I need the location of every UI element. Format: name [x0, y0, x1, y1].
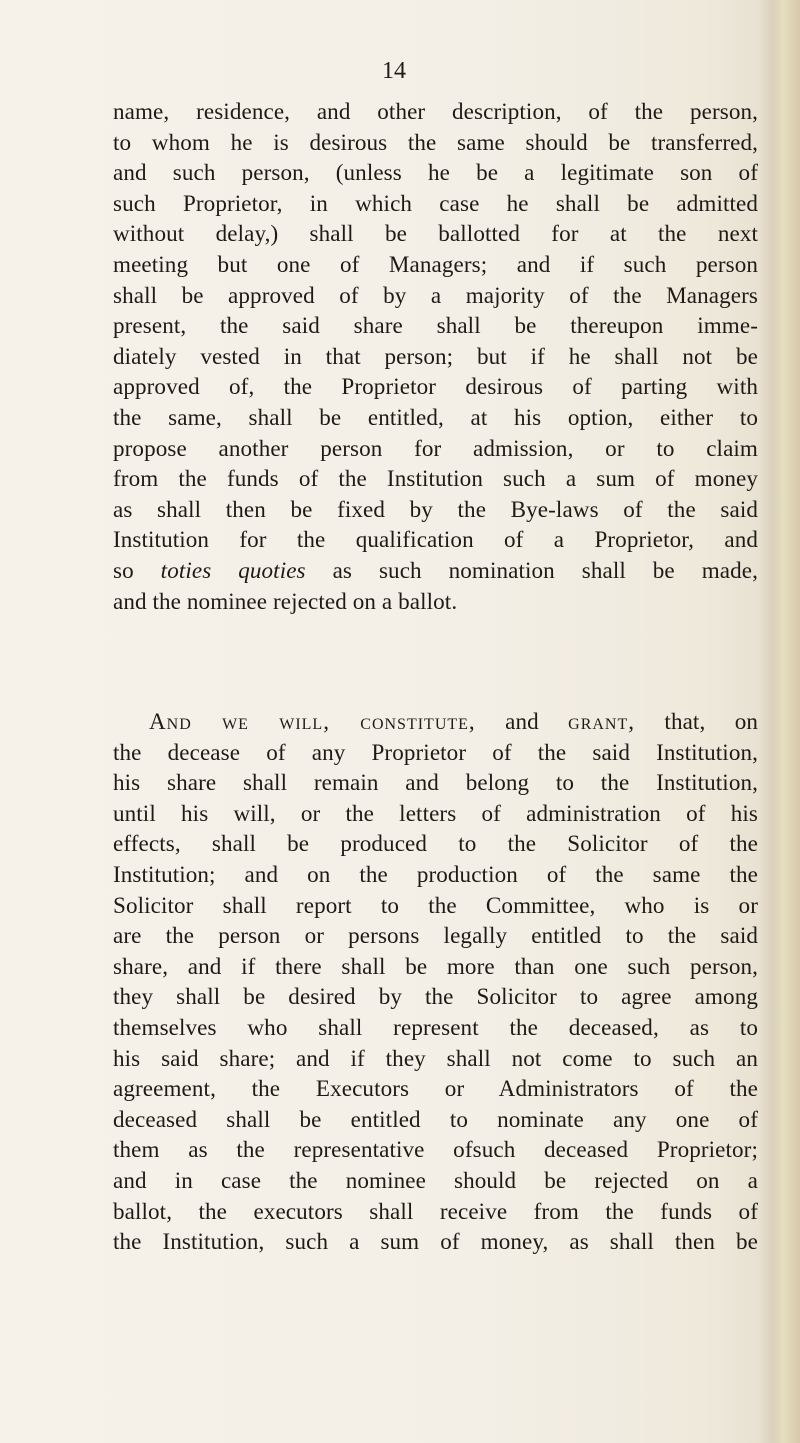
text-line: his said share; and if they shall not come to such an [113, 1044, 758, 1071]
text-line: present, the said share shall be thereupon imme- [113, 312, 758, 339]
text-line: and in case the nominee should be rejected on a [113, 1166, 758, 1193]
text-line: are the person or persons legally entitled to the said [113, 922, 758, 949]
text-line: name, residence, and other description, of the person, [113, 98, 758, 124]
text-line: from the funds of the Institution such a sum of money [113, 465, 758, 492]
text-line: they shall be desired by the Solicitor to agree among [113, 983, 758, 1010]
text-line: diately vested in that person; but if he shall not be [113, 342, 758, 369]
text-line: until his will, or the letters of administration of his [113, 799, 758, 826]
text-line: such Proprietor, in which case he shall be admitted [113, 189, 758, 216]
text-line: shall be approved of by a majority of the Managers [113, 281, 758, 308]
text-line: ballot, the executors shall receive from the funds of [113, 1197, 758, 1224]
text-line: approved of, the Proprietor desirous of parting with [113, 373, 758, 400]
text-line: themselves who shall represent the deceased, as to [113, 1013, 758, 1040]
text-line: share, and if there shall be more than one such person, [113, 952, 758, 979]
text-line: without delay,) shall be ballotted for at the next [113, 220, 758, 247]
text-line: and the nominee rejected on a ballot. [113, 587, 458, 614]
text-line: effects, shall be produced to the Solicitor of the [113, 830, 758, 857]
latin-phrase: toties quoties [160, 556, 306, 583]
text-line: so toties quoties as such nomination shall be made, [113, 556, 758, 583]
opening-conjunction: and [505, 708, 539, 734]
paragraph-transfer-of-share [113, 96, 758, 616]
text-line: propose another person for admission, or to claim [113, 434, 758, 461]
opening-line [113, 706, 758, 737]
text-line: meeting but one of Managers; and if such person [113, 250, 758, 277]
text-line: Solicitor shall report to the Committee, who is or [113, 891, 758, 918]
text-line: as shall then be fixed by the Bye-laws of the said [113, 495, 758, 522]
small-caps-grant: grant, [568, 708, 636, 734]
small-caps-opening: And we will, constitute, [149, 708, 476, 734]
text-line: his share shall remain and belong to the Institution, [113, 769, 758, 796]
text-line: agreement, the Executors or Administrators of the [113, 1075, 758, 1102]
text-line: to whom he is desirous the same should be transferred, [113, 128, 758, 155]
page-edge-shading [758, 0, 800, 1443]
text-line: deceased shall be entitled to nominate any one of [113, 1105, 758, 1132]
text-line: and such person, (unless he be a legitimate son of [113, 159, 758, 186]
text-line: them as the representative ofsuch deceased Proprietor; [113, 1136, 758, 1163]
page-number: 14 [382, 58, 406, 84]
opening-line-rest: that, on [664, 708, 759, 734]
paragraph-decease-of-proprietor [113, 706, 758, 1257]
text-line: the Institution, such a sum of money, as shall then be [113, 1228, 758, 1255]
text-line: Institution for the qualification of a Proprietor, and [113, 526, 758, 553]
text-line: Institution; and on the production of the same the [113, 860, 758, 887]
text-line: the decease of any Proprietor of the said Institution, [113, 738, 758, 765]
text-line: the same, shall be entitled, at his option, either to [113, 403, 758, 430]
